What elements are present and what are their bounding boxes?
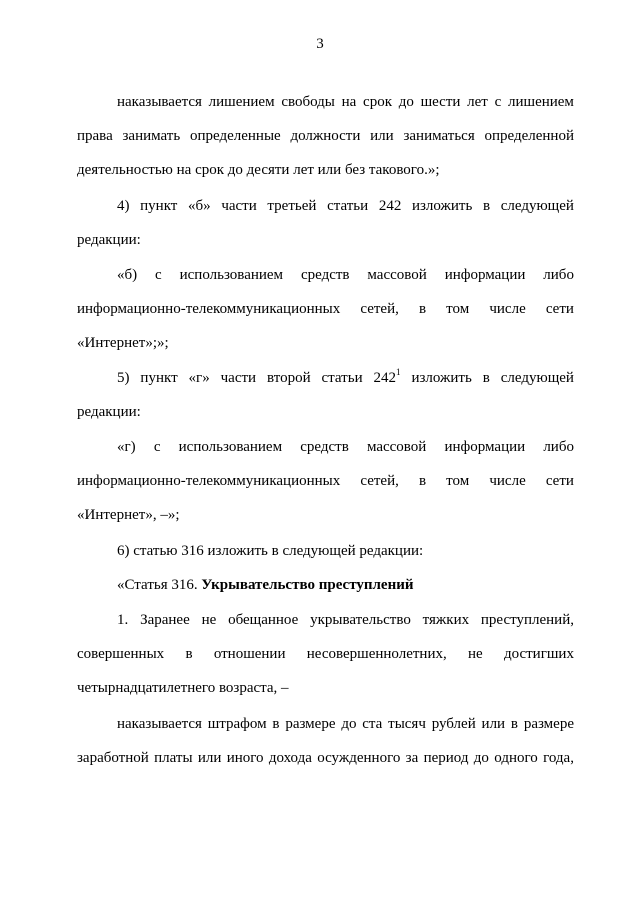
word: 1. (117, 612, 129, 628)
word: ста (362, 716, 383, 732)
word: «б) (117, 267, 138, 283)
page-number: 3 (316, 36, 324, 52)
word: статьи (321, 370, 363, 386)
word: части (221, 198, 257, 214)
text-line (117, 93, 574, 111)
word: дохода (268, 750, 312, 766)
word: следующей (500, 198, 574, 214)
text-line (117, 266, 574, 284)
word: определенные (189, 128, 281, 144)
word: 4) (117, 198, 130, 214)
line-text: «Интернет», –»; (77, 507, 180, 523)
word: с (494, 94, 502, 110)
word: в (272, 716, 280, 732)
word: права (77, 128, 113, 144)
text-line (117, 438, 574, 456)
word: с (155, 267, 162, 283)
word: заниматься (403, 128, 475, 144)
word: с (153, 439, 161, 455)
text-line (77, 300, 574, 318)
word: рублей (431, 716, 476, 732)
word: размере (285, 716, 336, 732)
word: до (398, 94, 414, 110)
superscript: 1 (396, 367, 401, 377)
word: информационно-телекоммуникационных (77, 301, 341, 317)
text-line (77, 127, 574, 145)
word: тысяч (388, 716, 426, 732)
word: лишением (208, 94, 275, 110)
word: тяжких (422, 612, 470, 628)
word: в (510, 716, 518, 732)
text-line (117, 197, 574, 215)
word: $242^1$ (373, 367, 401, 386)
word: отношении (213, 646, 286, 662)
text-line (77, 403, 574, 421)
word: изложить (411, 198, 473, 214)
word: занимать (122, 128, 181, 144)
line-text: «Статья 316. (117, 577, 198, 593)
line-text: деятельностью на срок до десяти лет или без такового.»; (77, 162, 440, 178)
word: определенной (484, 128, 574, 144)
line-text: редакции: (77, 404, 141, 420)
text-line (77, 334, 574, 352)
word: использованием (179, 267, 284, 283)
line-text: четырнадцатилетнего возраста, – (77, 680, 289, 696)
word: в (418, 473, 427, 489)
word: сетей, (360, 301, 399, 317)
word: информации (444, 439, 526, 455)
word: лишением (508, 94, 574, 110)
word: в (482, 370, 490, 386)
word: статьи (327, 198, 369, 214)
word: сети (545, 301, 574, 317)
word: в (482, 198, 491, 214)
word: или (370, 128, 394, 144)
word: использованием (178, 439, 283, 455)
word: или (197, 750, 222, 766)
word: Заранее (140, 612, 190, 628)
word: 242 (378, 198, 402, 214)
word: пункт (140, 198, 178, 214)
word: либо (543, 439, 574, 455)
word: не (468, 646, 483, 662)
word: одного (494, 750, 538, 766)
word: должности (290, 128, 361, 144)
word: том (446, 301, 470, 317)
word: несовершеннолетних, (306, 646, 447, 662)
word: сетей, (360, 473, 399, 489)
word: не (201, 612, 217, 628)
word: сети (545, 473, 574, 489)
text-line (77, 506, 574, 524)
word: средств (300, 267, 350, 283)
word: на (341, 94, 357, 110)
word: средств (300, 439, 349, 455)
word: период (423, 750, 469, 766)
word: до (473, 750, 489, 766)
word: или (481, 716, 506, 732)
text-line (77, 749, 574, 767)
word: следующей (500, 370, 574, 386)
line-text: редакции: (77, 232, 141, 248)
text-line (117, 576, 574, 594)
word: до (341, 716, 357, 732)
word: либо (543, 267, 574, 283)
text-line (77, 231, 574, 249)
text-line (77, 161, 574, 179)
word: совершенных (77, 646, 165, 662)
line-text: 6) статью 316 изложить в следующей редакции: (117, 543, 424, 559)
word: за (405, 750, 419, 766)
word: штрафом (207, 716, 267, 732)
word: изложить (411, 370, 472, 386)
word: заработной (77, 750, 149, 766)
word: достигших (503, 646, 574, 662)
word: платы (154, 750, 193, 766)
text-line (117, 715, 574, 733)
word: наказывается (117, 716, 202, 732)
text-line (77, 472, 574, 490)
word: лет (467, 94, 488, 110)
text-line (117, 611, 574, 629)
word: «б» (188, 198, 211, 214)
text-line (117, 542, 574, 560)
word: свободы (281, 94, 335, 110)
word: второй (267, 370, 311, 386)
article-title: Укрывательство преступлений (201, 577, 414, 593)
word: шести (420, 94, 461, 110)
text-line (77, 645, 574, 663)
word: массовой (367, 267, 427, 283)
word: информационно-телекоммуникационных (77, 473, 341, 489)
word: размере (523, 716, 574, 732)
word: осужденного (317, 750, 401, 766)
word: в (185, 646, 193, 662)
word: обещанное (228, 612, 299, 628)
word: части (220, 370, 257, 386)
word: наказывается (117, 94, 202, 110)
word: массовой (366, 439, 427, 455)
word: в (418, 301, 427, 317)
word: «г) (117, 439, 136, 455)
word: числе (489, 301, 526, 317)
word: «г» (188, 370, 210, 386)
line-text: «Интернет»;»; (77, 335, 169, 351)
text-line (117, 369, 574, 387)
word: укрывательство (310, 612, 411, 628)
word: иного (226, 750, 264, 766)
word: пункт (140, 370, 178, 386)
text-line (77, 679, 574, 697)
word: срок (363, 94, 392, 110)
word: преступлений, (480, 612, 574, 628)
word: том (446, 473, 470, 489)
word: 5) (117, 370, 130, 386)
word: третьей (267, 198, 317, 214)
word: числе (489, 473, 526, 489)
word: года, (543, 750, 574, 766)
word: информации (444, 267, 526, 283)
